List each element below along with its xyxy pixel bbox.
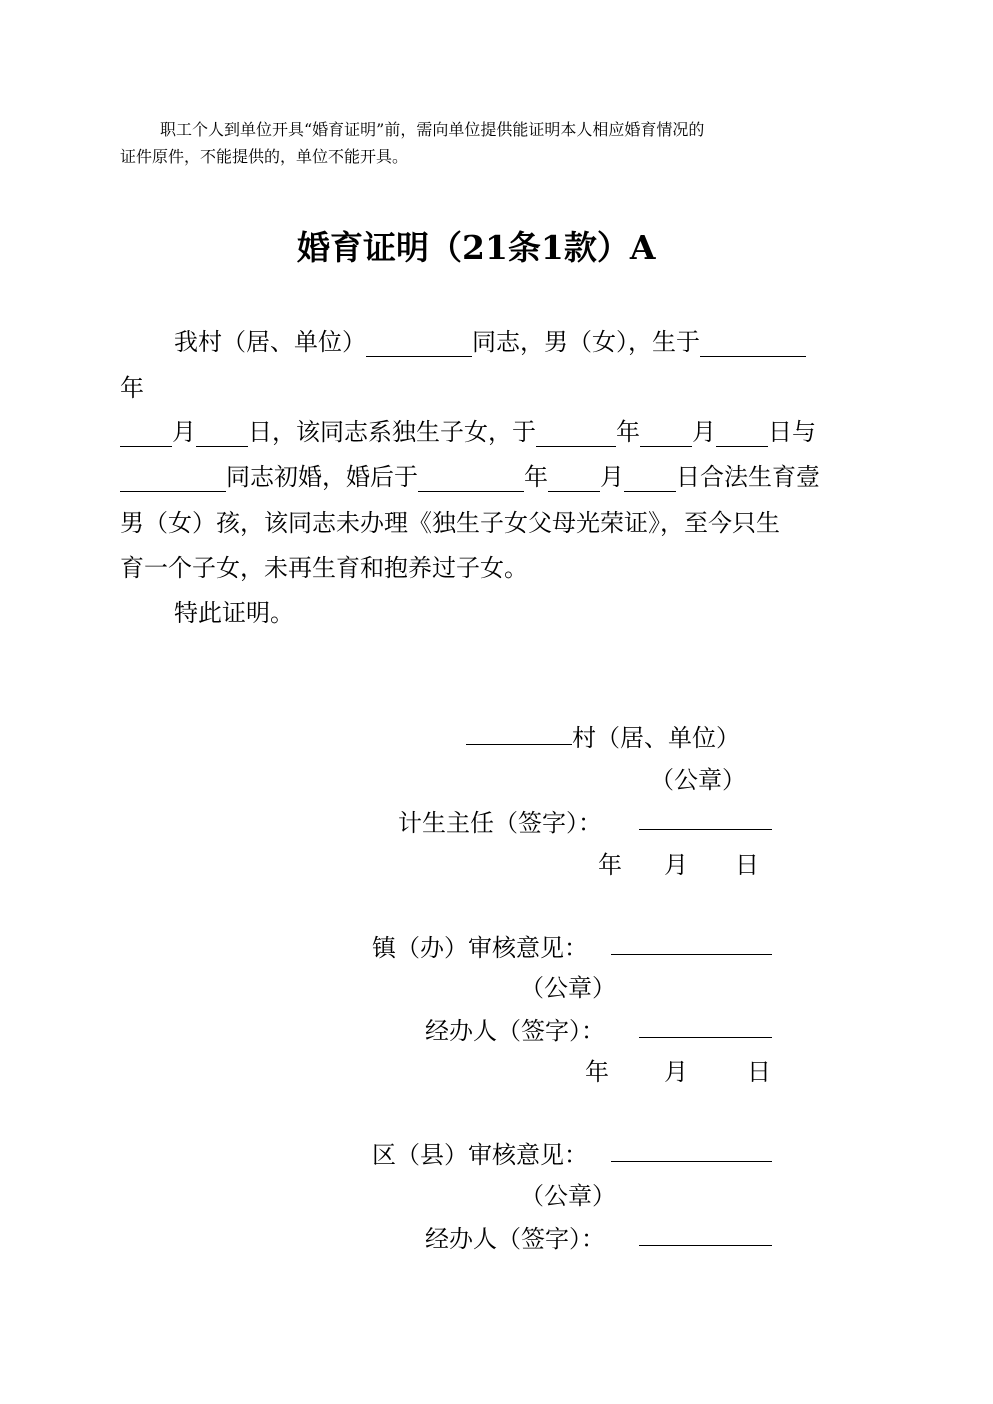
date-day-1: 日 <box>735 851 759 879</box>
date-year-1: 年 <box>598 851 622 879</box>
marriage-year-blank[interactable] <box>536 422 616 447</box>
district-review-label: 区（县）审核意见： <box>372 1141 588 1169</box>
month-text: 月 <box>692 418 716 446</box>
town-review-label: 镇（办）审核意见： <box>372 934 588 962</box>
town-handler-line[interactable] <box>639 1037 772 1038</box>
first-marriage-text: 同志初婚，婚后于 <box>226 463 418 491</box>
birth-month-blank[interactable] <box>120 422 172 447</box>
month-text: 月 <box>600 463 624 491</box>
birth-year-unit: 年 <box>120 374 144 402</box>
page-title: 婚育证明（21条1款）A <box>297 228 656 267</box>
body-line-3 <box>120 457 820 492</box>
year-text: 年 <box>616 418 640 446</box>
village-unit-text: 我村（居、单位） <box>174 328 366 356</box>
child-birth-year-blank[interactable] <box>418 467 524 492</box>
child-birth-day-blank[interactable] <box>624 467 676 492</box>
district-review-line[interactable] <box>611 1161 772 1162</box>
village-label: 村（居、单位） <box>572 724 740 752</box>
district-seal: （公章） <box>520 1182 616 1210</box>
body-line-4: 男（女）孩，该同志未办理《独生子女父母光荣证》，至今只生 <box>120 509 780 537</box>
date-month-1: 月 <box>664 851 688 879</box>
district-handler-label: 经办人（签字）： <box>425 1225 605 1253</box>
name-blank[interactable] <box>366 332 472 357</box>
day-with-text: 日与 <box>768 418 816 446</box>
town-handler-label: 经办人（签字）： <box>425 1017 605 1045</box>
month-text: 月 <box>172 418 196 446</box>
birth-day-blank[interactable] <box>196 422 248 447</box>
marriage-day-blank[interactable] <box>716 422 768 447</box>
marriage-month-blank[interactable] <box>640 422 692 447</box>
date-month-2: 月 <box>664 1058 688 1086</box>
district-handler-line[interactable] <box>639 1245 772 1246</box>
child-birth-month-blank[interactable] <box>548 467 600 492</box>
town-seal: （公章） <box>520 974 616 1002</box>
notice-line-2: 证件原件，不能提供的，单位不能开具。 <box>120 147 409 166</box>
date-year-2: 年 <box>585 1058 609 1086</box>
body-line-2 <box>120 412 816 447</box>
notice-line-1: 职工个人到单位开具“婚育证明”前，需向单位提供能证明本人相应婚育情况的 <box>160 120 705 139</box>
year-text: 年 <box>524 463 548 491</box>
town-review-line[interactable] <box>611 954 772 955</box>
certify-text: 特此证明。 <box>174 599 294 627</box>
village-seal: （公章） <box>650 766 746 794</box>
director-sign-label: 计生主任（签字）： <box>398 809 602 837</box>
director-sign-line[interactable] <box>639 829 772 830</box>
body-line-1 <box>174 322 806 357</box>
date-day-2: 日 <box>747 1058 771 1086</box>
birth-year-blank[interactable] <box>700 332 806 357</box>
spouse-name-blank[interactable] <box>120 467 226 492</box>
gender-birth-text: 同志，男（女），生于 <box>472 328 700 356</box>
legal-birth-text: 日合法生育壹 <box>676 463 820 491</box>
body-line-5: 育一个子女，未再生育和抱养过子女。 <box>120 554 528 582</box>
village-name-line[interactable] <box>466 744 572 745</box>
only-child-text: 日，该同志系独生子女，于 <box>248 418 536 446</box>
